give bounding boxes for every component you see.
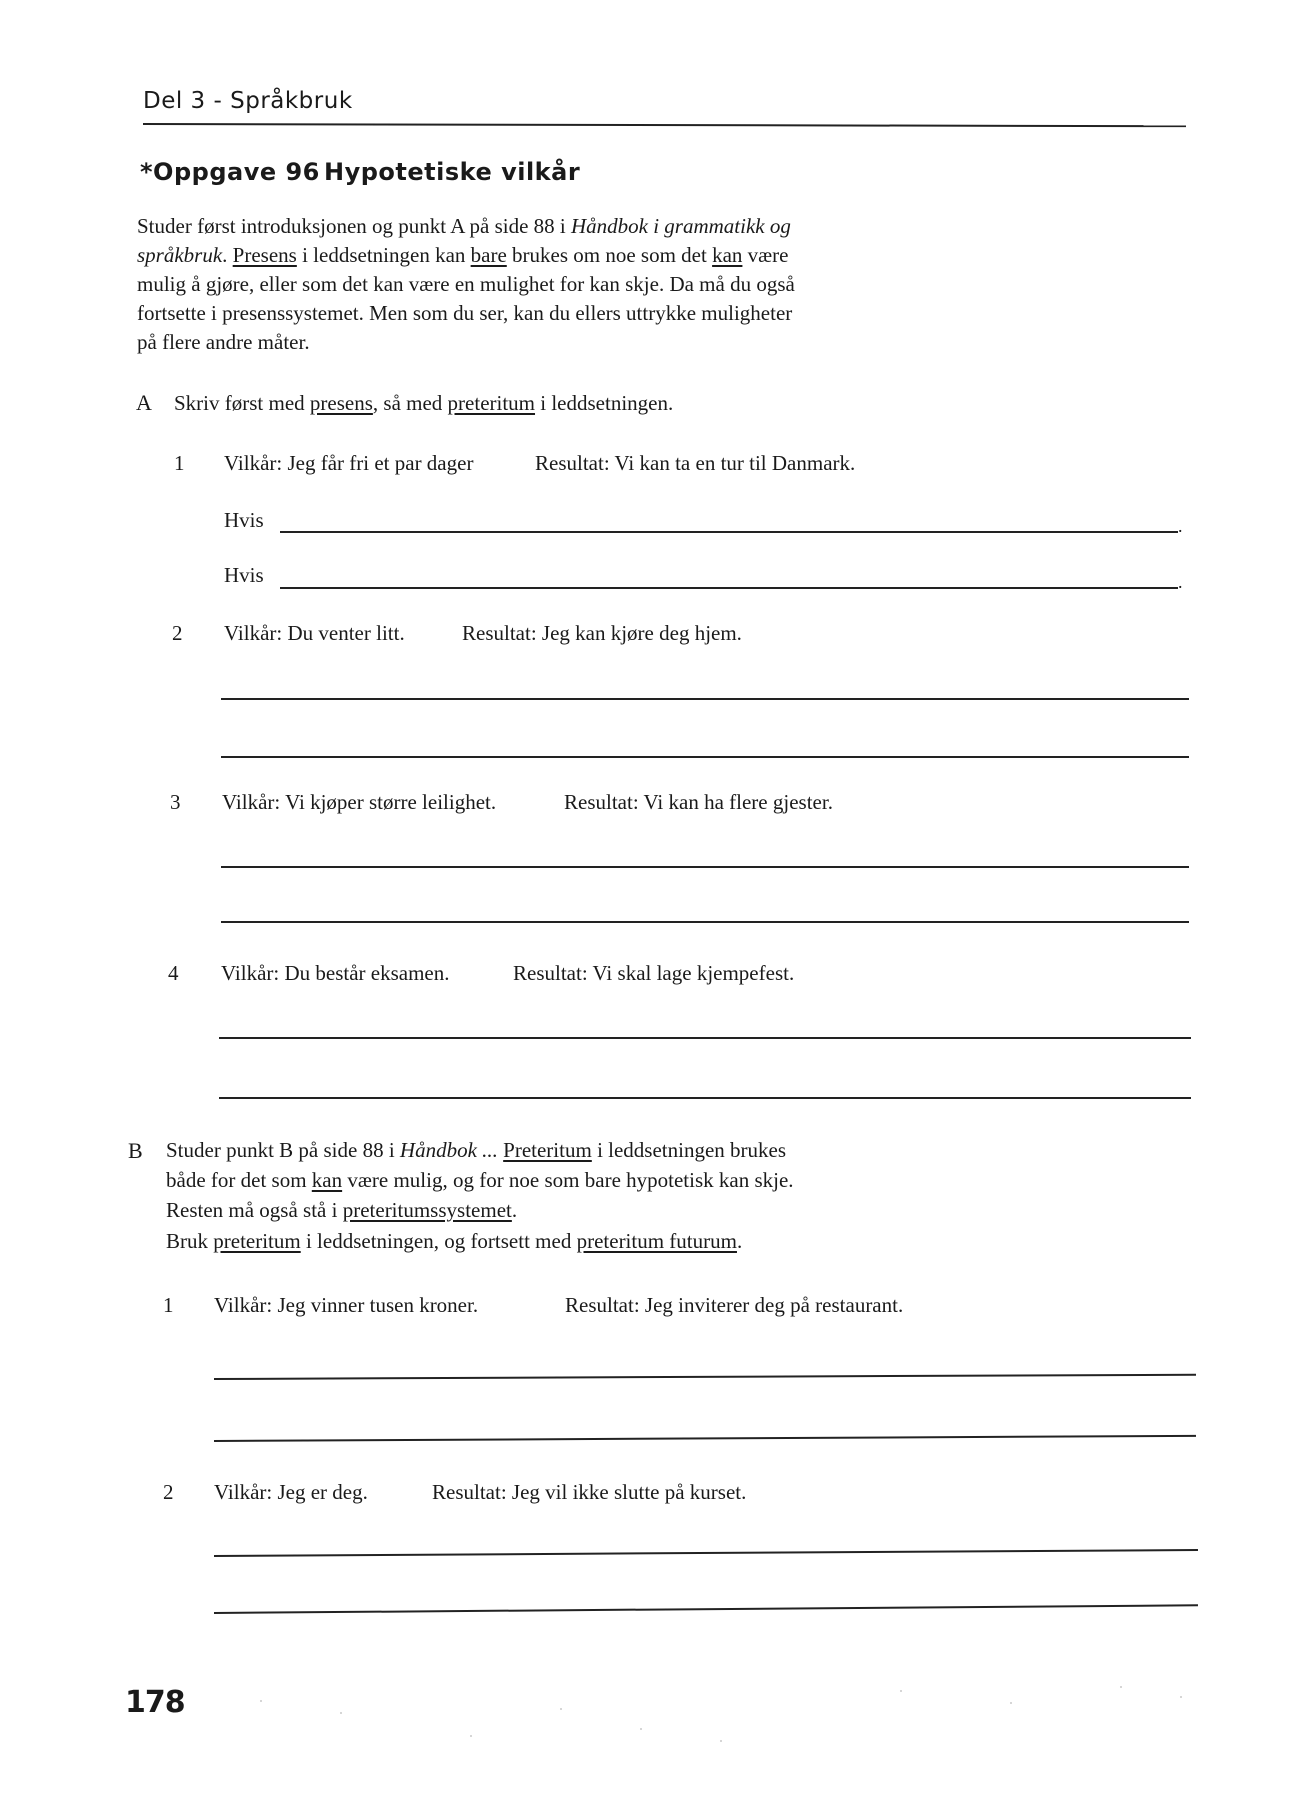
section-b-line-1: Studer punkt B på side 88 i Håndbok ... Preteritum i leddsetningen brukes: [166, 1138, 787, 1162]
item-result: Resultat: Vi kan ha flere gjester.: [564, 790, 833, 814]
answer-line[interactable]: [280, 531, 1178, 533]
item-number: 2: [163, 1480, 174, 1504]
intro-line-2: språkbruk. Presens i leddsetningen kan bare brukes om noe som det kan være: [137, 243, 789, 267]
item-number: 3: [170, 790, 181, 814]
item-condition: Vilkår: Jeg får fri et par dager: [224, 451, 474, 475]
answer-line[interactable]: [280, 587, 1178, 589]
answer-line[interactable]: [221, 698, 1189, 700]
answer-line[interactable]: [214, 1435, 1196, 1442]
item-result: Resultat: Vi kan ta en tur til Danmark.: [535, 451, 856, 475]
section-header: Del 3 - Språkbruk: [143, 88, 353, 114]
item-result: Resultat: Vi skal lage kjempefest.: [513, 961, 795, 985]
item-number: 4: [168, 961, 179, 985]
item-condition: Vilkår: Jeg vinner tusen kroner.: [214, 1293, 479, 1317]
item-number: 1: [163, 1293, 174, 1317]
section-b-line-4: Bruk preteritum i leddsetningen, og fortsett med preteritum futurum.: [166, 1229, 743, 1253]
item-condition: Vilkår: Du venter litt.: [224, 621, 405, 645]
exercise-number: *Oppgave 96: [140, 158, 320, 186]
section-b-line-3: Resten må også stå i preteritumssystemet.: [166, 1198, 518, 1222]
item-condition: Vilkår: Jeg er deg.: [214, 1480, 368, 1504]
period-mark: .: [1178, 516, 1183, 536]
intro-line-3: mulig å gjøre, eller som det kan være en mulighet for kan skje. Da må du også: [137, 272, 795, 296]
answer-line[interactable]: [221, 756, 1189, 758]
item-result: Resultat: Jeg kan kjøre deg hjem.: [462, 621, 742, 645]
section-b-line-2: både for det som kan være mulig, og for noe som bare hypotetisk kan skje.: [166, 1168, 794, 1192]
item-condition: Vilkår: Du består eksamen.: [221, 961, 450, 985]
item-result: Resultat: Jeg vil ikke slutte på kurset.: [432, 1480, 747, 1504]
intro-line-5: på flere andre måter.: [137, 330, 310, 354]
page-number: 178: [125, 1685, 185, 1720]
answer-line[interactable]: [214, 1604, 1198, 1613]
period-mark: .: [1178, 572, 1183, 592]
header-divider: [143, 123, 1186, 127]
section-a-instruction: Skriv først med presens, så med preteritum i leddsetningen.: [174, 391, 674, 415]
answer-line[interactable]: [221, 866, 1189, 868]
intro-line-4: fortsette i presenssystemet. Men som du ser, kan du ellers uttrykke muligheter: [137, 301, 793, 325]
exercise-title: Hypotetiske vilkår: [324, 158, 581, 186]
item-number: 1: [174, 451, 185, 475]
answer-line[interactable]: [221, 921, 1189, 923]
answer-line[interactable]: [214, 1549, 1198, 1557]
item-number: 2: [172, 621, 183, 645]
item-result: Resultat: Jeg inviterer deg på restaurant.: [565, 1293, 904, 1317]
answer-line[interactable]: [219, 1037, 1191, 1039]
intro-line-1: Studer først introduksjonen og punkt A på side 88 i Håndbok i grammatikk og: [137, 214, 791, 238]
hvis-label: Hvis: [224, 563, 264, 587]
hvis-label: Hvis: [224, 508, 264, 532]
section-a-letter: A: [136, 390, 152, 415]
answer-line[interactable]: [214, 1374, 1196, 1380]
answer-line[interactable]: [219, 1097, 1191, 1099]
section-b-letter: B: [128, 1138, 143, 1163]
item-condition: Vilkår: Vi kjøper større leilighet.: [222, 790, 497, 814]
